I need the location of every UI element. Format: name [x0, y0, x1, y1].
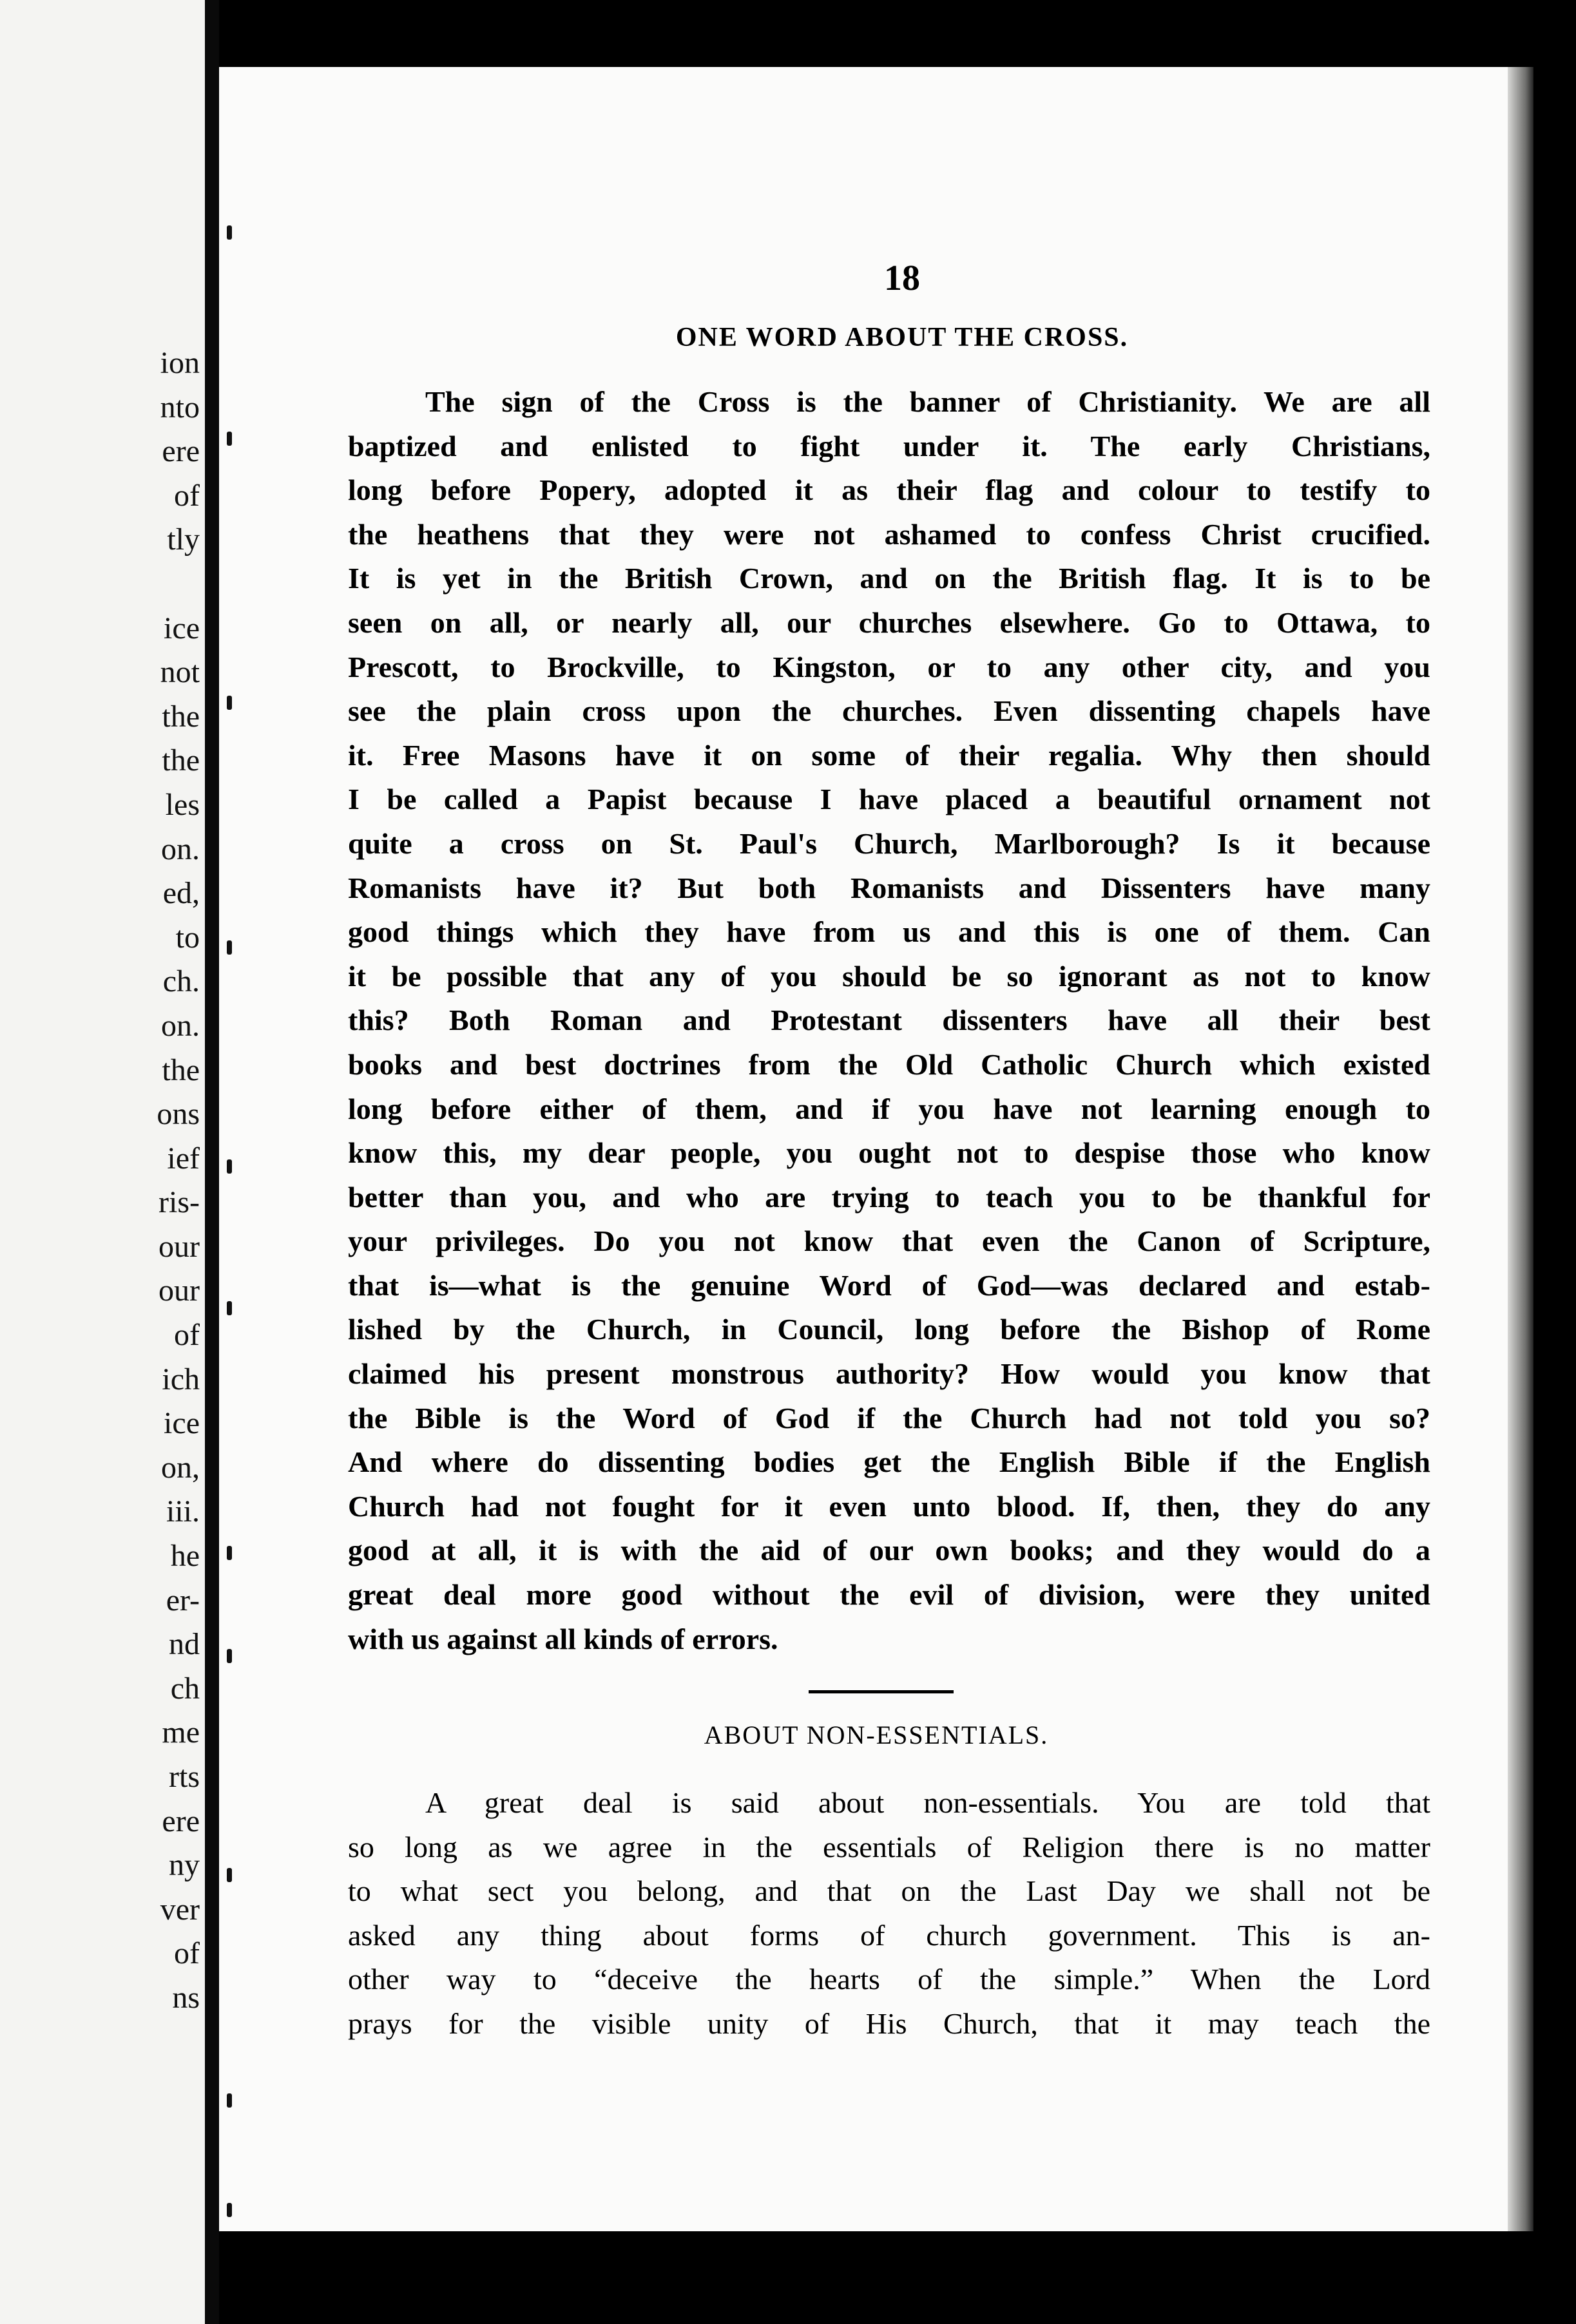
- fragment-line: ns: [172, 1980, 200, 2015]
- fragment-line: iii.: [166, 1494, 200, 1529]
- fragment-line: ny: [169, 1848, 200, 1883]
- text-line: see the plain cross upon the churches. Even dissenting chapels have: [348, 694, 1430, 728]
- fragment-line: on.: [161, 1008, 200, 1043]
- facing-page-fragment: [0, 0, 205, 2324]
- text-line: great deal more good without the evil of division, were they united: [348, 1578, 1430, 1612]
- text-line: I be called a Papist because I have placed a beautiful ornament not: [348, 783, 1430, 816]
- stitch-mark: [227, 1649, 232, 1663]
- fragment-line: ch: [170, 1671, 200, 1706]
- fragment-line: of: [174, 1936, 200, 1971]
- text-line: so long as we agree in the essentials of Religion there is no matter: [348, 1830, 1430, 1863]
- fragment-line: rts: [169, 1760, 200, 1794]
- page-edge: [1508, 67, 1533, 2231]
- stitch-mark: [227, 432, 232, 446]
- text-line: lished by the Church, in Council, long before the Bishop of Rome: [348, 1313, 1430, 1346]
- text-line: prays for the visible unity of His Church, that it may teach the: [348, 2006, 1430, 2040]
- fragment-line: tly: [167, 522, 200, 557]
- fragment-line: ris-: [159, 1185, 200, 1220]
- stitch-mark: [227, 2093, 232, 2108]
- fragment-line: ice: [164, 611, 200, 645]
- stitch-mark: [227, 1301, 232, 1315]
- text-line: seen on all, or nearly all, our churches elsewhere. Go to Ottawa, to: [348, 605, 1430, 639]
- text-line: A great deal is said about non-essentials. You are told that: [425, 1786, 1430, 1819]
- section-heading-nonessentials: ABOUT NON-ESSENTIALS.: [704, 1720, 1049, 1749]
- text-line: The sign of the Cross is the banner of Christianity. We are all: [425, 385, 1430, 418]
- fragment-line: er-: [166, 1583, 200, 1617]
- fragment-line: ice: [164, 1406, 200, 1441]
- fragment-line: on,: [161, 1450, 200, 1485]
- text-line: with us against all kinds of errors.: [348, 1622, 778, 1655]
- section-heading-cross: ONE WORD ABOUT THE CROSS.: [675, 323, 1129, 352]
- fragment-line: ere: [162, 1804, 200, 1838]
- text-line: this? Both Roman and Protestant dissenters have all their best: [348, 1004, 1430, 1037]
- text-line: Church had not fought for it even unto blood. If, then, they do any: [348, 1489, 1430, 1523]
- stitch-mark: [227, 940, 232, 955]
- text-line: long before Popery, adopted it as their flag and colour to testify to: [348, 473, 1430, 507]
- text-line: your privileges. Do you not know that even the Canon of Scripture,: [348, 1224, 1430, 1258]
- fragment-line: our: [159, 1273, 200, 1308]
- fragment-line: nto: [160, 390, 200, 424]
- text-line: other way to “deceive the hearts of the simple.” When the Lord: [348, 1963, 1430, 1996]
- fragment-line: the: [162, 743, 200, 778]
- text-line: asked any thing about forms of church government. This is an-: [348, 1918, 1430, 1952]
- fragment-line: he: [170, 1539, 200, 1574]
- text-line: the heathens that they were not ashamed to confess Christ crucified.: [348, 517, 1430, 551]
- text-line: Prescott, to Brockville, to Kingston, or to any other city, and you: [348, 650, 1430, 683]
- text-line: long before either of them, and if you have not learning enough to: [348, 1092, 1430, 1125]
- stitch-mark: [227, 2203, 232, 2217]
- stitch-mark: [227, 1546, 232, 1560]
- fragment-line: on.: [161, 832, 200, 866]
- fragment-line: ver: [160, 1892, 200, 1927]
- text-line: to what sect you belong, and that on the Last Day we shall not be: [348, 1874, 1430, 1908]
- fragment-line: ief: [167, 1141, 200, 1176]
- paragraph-nonessentials: [348, 1781, 1430, 2046]
- text-line: better than you, and who are trying to teach you to be thankful for: [348, 1180, 1430, 1214]
- book-gutter: [205, 0, 219, 2324]
- fragment-line: ons: [157, 1097, 200, 1132]
- stitch-mark: [227, 1159, 232, 1174]
- text-line: quite a cross on St. Paul's Church, Marlborough? Is it because: [348, 826, 1430, 860]
- fragment-line: nd: [169, 1627, 200, 1662]
- stitch-mark: [227, 696, 232, 710]
- text-line: good at all, it is with the aid of our own books; and they would do a: [348, 1534, 1430, 1567]
- text-line: it be possible that any of you should be so ignorant as not to know: [348, 959, 1430, 993]
- fragment-line: to: [175, 920, 200, 955]
- fragment-line: our: [159, 1229, 200, 1264]
- fragment-line: ed,: [162, 876, 200, 911]
- fragment-line: les: [165, 787, 200, 822]
- fragment-line: me: [162, 1715, 200, 1750]
- section-divider: [809, 1690, 954, 1693]
- fragment-line: of: [174, 1318, 200, 1353]
- text-line: And where do dissenting bodies get the English Bible if the English: [348, 1445, 1430, 1479]
- text-line: that is—what is the genuine Word of God—was declared and estab-: [348, 1268, 1430, 1302]
- text-line: it. Free Masons have it on some of their regalia. Why then should: [348, 738, 1430, 772]
- fragment-line: [0, 562, 200, 607]
- text-line: good things which they have from us and this is one of them. Can: [348, 915, 1430, 949]
- fragment-line: ere: [162, 434, 200, 469]
- fragment-line: of: [174, 478, 200, 513]
- stitch-mark: [227, 1868, 232, 1882]
- text-line: books and best doctrines from the Old Catholic Church which existed: [348, 1047, 1430, 1081]
- text-line: baptized and enlisted to fight under it. The early Christians,: [348, 429, 1430, 462]
- fragment-line: ch.: [162, 964, 200, 999]
- text-line: know this, my dear people, you ought not to despise those who know: [348, 1136, 1430, 1170]
- text-line: It is yet in the British Crown, and on the British flag. It is to be: [348, 562, 1430, 595]
- fragment-line: not: [160, 655, 200, 690]
- facing-page-text: [0, 341, 200, 2021]
- fragment-line: the: [162, 1052, 200, 1087]
- text-line: the Bible is the Word of God if the Church had not told you so?: [348, 1401, 1430, 1434]
- stitch-mark: [227, 225, 232, 240]
- fragment-line: ion: [160, 346, 200, 380]
- paragraph-cross: [348, 380, 1430, 1661]
- text-line: claimed his present monstrous authority? How would you know that: [348, 1357, 1430, 1391]
- text-line: Romanists have it? But both Romanists and Dissenters have many: [348, 871, 1430, 904]
- fragment-line: the: [162, 699, 200, 734]
- page-number: 18: [884, 258, 920, 298]
- fragment-line: ich: [162, 1362, 200, 1396]
